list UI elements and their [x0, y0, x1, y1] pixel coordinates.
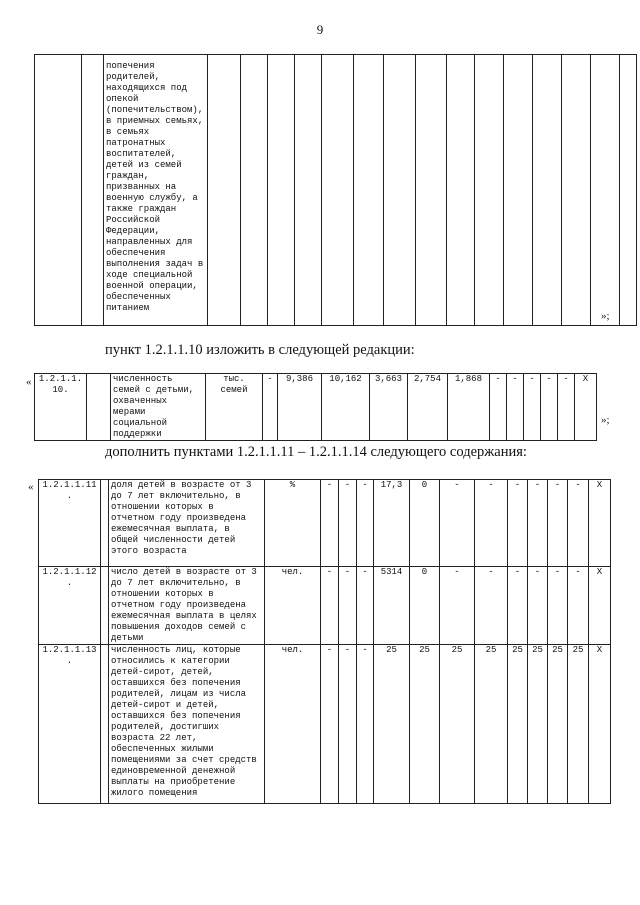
value-cell	[562, 55, 591, 326]
value-cell: -	[508, 480, 528, 567]
num-cell: 1.2.1.1.12.	[39, 567, 101, 645]
value-cell	[504, 55, 533, 326]
value-cell: X	[589, 645, 611, 804]
value-cell: -	[321, 480, 339, 567]
table-row	[35, 374, 597, 441]
value-cell: -	[321, 645, 339, 804]
open-quote-mark: «	[26, 376, 32, 388]
unit-cell: чел.	[265, 645, 321, 804]
indicator-cell: число детей в возрасте от 3 до 7 лет включительно, в отношении которых в отчетном году произведена ежемесячная выплата в целях повышения доходов семей с детьми	[109, 567, 265, 645]
value-cell: 3,663	[370, 374, 408, 441]
value-cell: 0	[410, 480, 440, 567]
value-cell	[241, 55, 268, 326]
value-cell: X	[575, 374, 597, 441]
value-cell: -	[339, 480, 357, 567]
value-cell: -	[357, 480, 374, 567]
section-heading: дополнить пунктами 1.2.1.1.11 – 1.2.1.1.14 следующего содержания:	[105, 444, 527, 460]
section-heading: пункт 1.2.1.1.10 изложить в следующей редакции:	[105, 342, 415, 358]
indicator-table-10	[34, 373, 597, 441]
value-cell	[620, 55, 637, 326]
value-cell: 25	[548, 645, 568, 804]
value-cell: -	[568, 567, 589, 645]
marker-cell	[82, 55, 104, 326]
unit-cell: чел.	[265, 567, 321, 645]
value-cell: -	[548, 567, 568, 645]
value-cell: 9,386	[278, 374, 322, 441]
value-cell: 25	[475, 645, 508, 804]
value-cell: -	[568, 480, 589, 567]
value-cell: X	[589, 567, 611, 645]
value-cell: 25	[374, 645, 410, 804]
table-row	[39, 645, 611, 804]
value-cell: 17,3	[374, 480, 410, 567]
marker-cell	[101, 480, 109, 567]
value-cell: -	[357, 567, 374, 645]
num-cell	[35, 55, 82, 326]
value-cell: -	[508, 567, 528, 645]
indicator-cell: численность семей с детьми, охваченных мерами социальной поддержки	[111, 374, 206, 441]
value-cell	[384, 55, 416, 326]
value-cell: -	[524, 374, 541, 441]
num-cell: 1.2.1.1.13.	[39, 645, 101, 804]
open-quote-mark: «	[28, 481, 34, 493]
unit-cell: %	[265, 480, 321, 567]
indicator-cell: попечения родителей, находящихся под опекой (попечительством), в приемных семьях, в семьях патронатных воспитателей, детей из семей граждан, призванных на военную службу, а также граждан Российской Федерации, направленных для обеспечения выполнения задач в ходе специальной военной операции, обеспеченных питанием	[104, 55, 208, 326]
value-cell	[416, 55, 447, 326]
value-cell	[322, 55, 354, 326]
value-cell: 1,868	[448, 374, 490, 441]
close-quote-mark: »;	[601, 310, 610, 322]
value-cell: -	[548, 480, 568, 567]
marker-cell	[101, 567, 109, 645]
value-cell: -	[475, 567, 508, 645]
indicator-cell: доля детей в возрасте от 3 до 7 лет включительно, в отношении которых в отчетном году произведена ежемесячная выплата, в общей численности детей этого возраста	[109, 480, 265, 567]
marker-cell	[101, 645, 109, 804]
value-cell: 25	[568, 645, 589, 804]
table-row	[35, 55, 637, 326]
value-cell: -	[263, 374, 278, 441]
value-cell: 25	[440, 645, 475, 804]
unit-cell: тыс. семей	[206, 374, 263, 441]
value-cell	[268, 55, 295, 326]
value-cell	[533, 55, 562, 326]
value-cell	[295, 55, 322, 326]
value-cell: -	[541, 374, 558, 441]
value-cell: 10,162	[322, 374, 370, 441]
value-cell	[447, 55, 475, 326]
continuation-table	[34, 54, 637, 326]
value-cell: -	[558, 374, 575, 441]
value-cell	[354, 55, 384, 326]
value-cell: 25	[528, 645, 548, 804]
num-cell: 1.2.1.1.11.	[39, 480, 101, 567]
value-cell: -	[339, 645, 357, 804]
value-cell: -	[528, 480, 548, 567]
value-cell: -	[490, 374, 507, 441]
value-cell: 25	[410, 645, 440, 804]
value-cell: -	[440, 480, 475, 567]
value-cell: -	[528, 567, 548, 645]
value-cell: -	[440, 567, 475, 645]
value-cell: -	[507, 374, 524, 441]
value-cell: -	[357, 645, 374, 804]
page-number: 9	[316, 22, 324, 37]
table-row	[39, 480, 611, 567]
value-cell: 0	[410, 567, 440, 645]
marker-cell	[87, 374, 111, 441]
value-cell	[475, 55, 504, 326]
value-cell: 5314	[374, 567, 410, 645]
value-cell	[591, 55, 620, 326]
num-cell: 1.2.1.1.10.	[35, 374, 87, 441]
indicator-table-11-14	[38, 479, 611, 804]
close-quote-mark: »;	[601, 414, 610, 426]
indicator-cell: численность лиц, которые относились к категории детей-сирот, детей, оставшихся без попечения родителей, лицам из числа детей-сирот и детей, оставшихся без попечения родителей, достигших возраста 22 лет, обеспеченных жилыми помещениями за счет средств единовременной денежной выплаты на приобретение жилого помещения	[109, 645, 265, 804]
value-cell: -	[475, 480, 508, 567]
table-row	[39, 567, 611, 645]
value-cell	[208, 55, 241, 326]
value-cell: 2,754	[408, 374, 448, 441]
value-cell: -	[321, 567, 339, 645]
value-cell: -	[339, 567, 357, 645]
value-cell: 25	[508, 645, 528, 804]
value-cell: X	[589, 480, 611, 567]
